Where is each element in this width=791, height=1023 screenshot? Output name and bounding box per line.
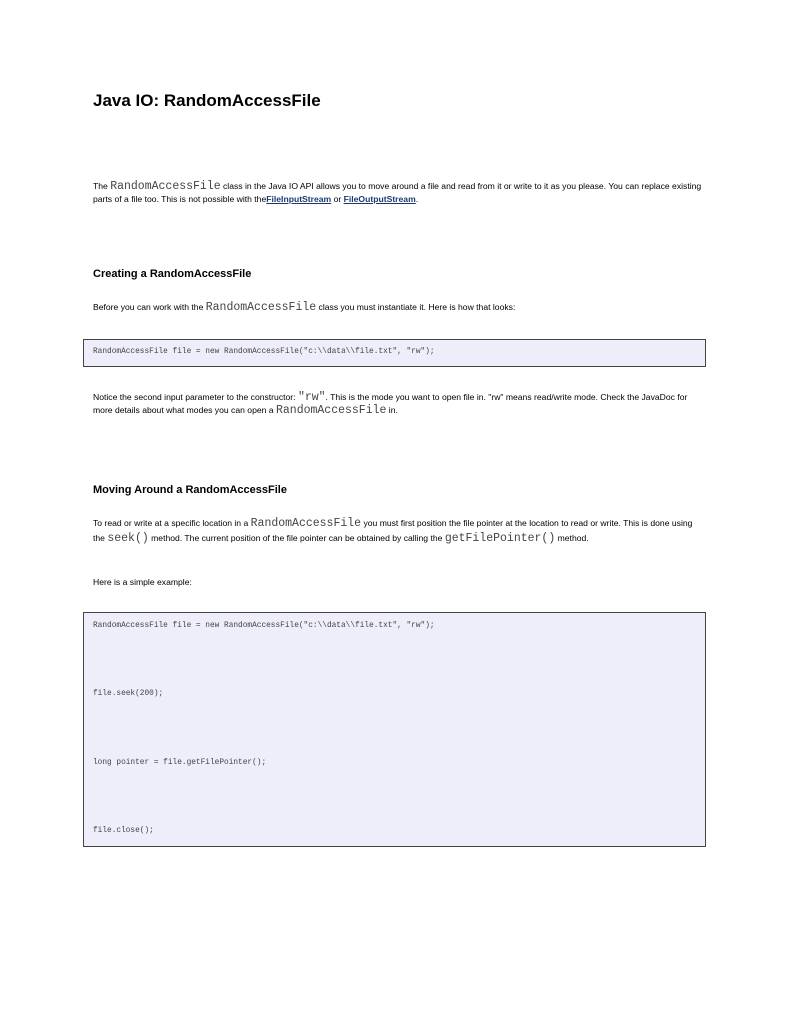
intro-paragraph [93, 180, 703, 206]
moving-p1-text-2: you must first position the file pointer at the location to read or write. This is done using the [93, 518, 693, 543]
code-line: RandomAccessFile file = new RandomAccessFile("c:\\data\\file.txt", "rw"); [93, 622, 435, 630]
creating-p2-text-3: in. [386, 405, 398, 415]
moving-paragraph-2: Here is a simple example: [93, 577, 192, 587]
moving-p1-code-randomaccessfile: RandomAccessFile [250, 517, 362, 530]
intro-text-1: The [93, 181, 111, 191]
moving-code-block [83, 612, 706, 847]
moving-paragraph-1 [93, 516, 703, 546]
creating-p2-code-rw: "rw" [297, 391, 326, 404]
creating-paragraph-1 [93, 301, 703, 314]
intro-text-3: or [331, 194, 344, 204]
code-line: RandomAccessFile file = new RandomAccessFile("c:\\data\\file.txt", "rw"); [93, 348, 435, 356]
code-line: long pointer = file.getFilePointer(); [93, 759, 267, 767]
page-title: Java IO: RandomAccessFile [93, 91, 321, 110]
intro-text-2: class in the Java IO API allows you to move around a file and read from it or write to it as you please. You can replace existing parts of a file too. This is not possible with the [93, 181, 702, 204]
moving-heading: Moving Around a RandomAccessFile [93, 484, 287, 496]
creating-code-block [83, 339, 706, 367]
creating-p2-text-1: Notice the second input parameter to the constructor: [93, 392, 298, 402]
intro-text-4: . [415, 194, 419, 204]
moving-p1-code-getfilepointer: getFilePointer() [444, 532, 556, 545]
creating-p1-text-1: Before you can work with the [93, 302, 206, 312]
creating-p2-code-randomaccessfile: RandomAccessFile [275, 404, 387, 417]
code-line: file.seek(200); [93, 690, 164, 698]
intro-code-randomaccessfile: RandomAccessFile [110, 180, 221, 193]
moving-p1-code-seek: seek() [107, 532, 149, 545]
fileoutputstream-link[interactable]: FileOutputStream [343, 194, 416, 204]
creating-p2-text-2: . This is the mode you want to open file in. "rw" means read/write mode. Check the JavaDoc for more details about what modes you can open a [93, 392, 688, 415]
code-line: file.close(); [93, 827, 154, 835]
creating-p1-code: RandomAccessFile [205, 301, 317, 314]
creating-paragraph-2 [93, 391, 703, 417]
fileinputstream-link[interactable]: FileInputStream [266, 194, 332, 204]
creating-p1-text-2: class you must instantiate it. Here is how that looks: [316, 302, 516, 312]
creating-heading: Creating a RandomAccessFile [93, 268, 252, 280]
moving-p1-text-4: method. [555, 533, 589, 543]
moving-p1-text-3: method. The current position of the file pointer can be obtained by calling the [148, 533, 445, 543]
moving-p1-text-1: To read or write at a specific location in a [93, 518, 251, 528]
